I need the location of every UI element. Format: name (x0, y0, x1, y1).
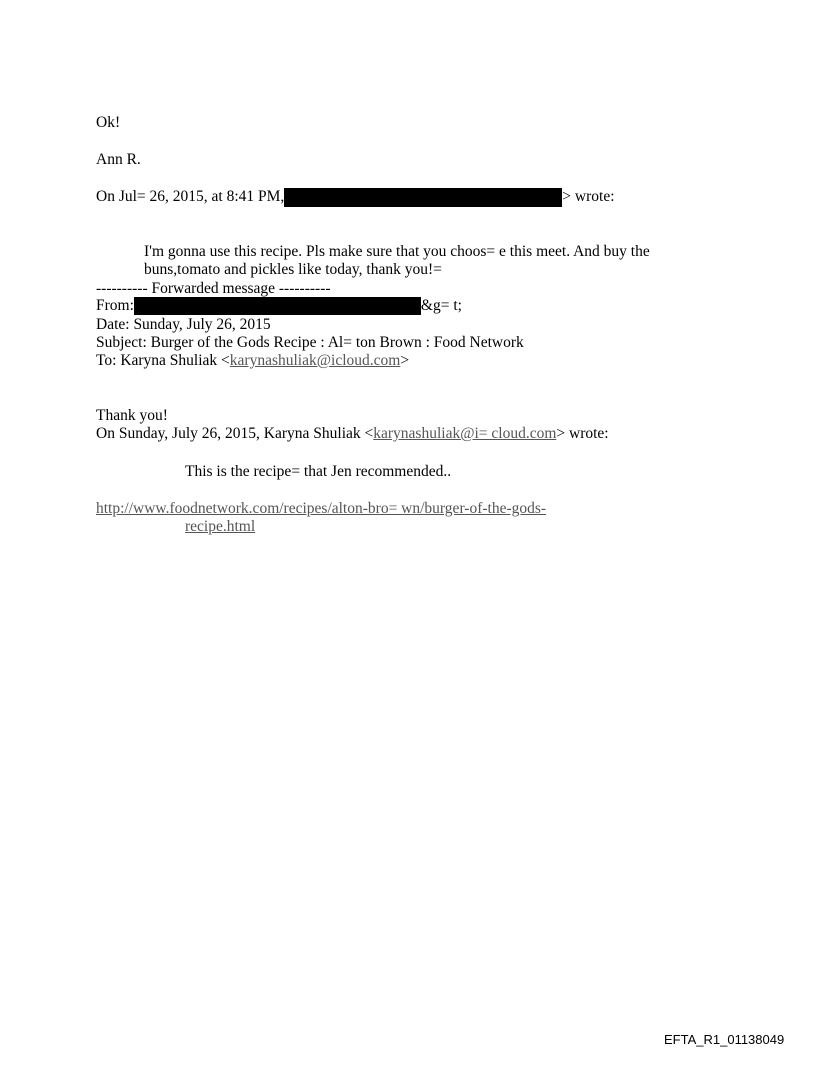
recipe-link-line-1[interactable]: http://www.foodnetwork.com/recipes/alton-bro= wn/burger-of-the-gods- (96, 500, 547, 517)
to-email-link[interactable]: karynashuliak@icloud.com (229, 352, 401, 369)
thanks-line: Thank you! (96, 407, 168, 424)
quote-body-line-1: I'm gonna use this recipe. Pls make sure that you choos= e this meet. And buy the (144, 243, 650, 260)
original-header (96, 425, 609, 443)
forward-marker: ---------- Forwarded message ---------- (96, 280, 331, 297)
to-line (96, 352, 409, 370)
recipe-link-continuation[interactable] (185, 518, 255, 536)
original-body: This is the recipe= that Jen recommended.. (185, 463, 452, 480)
quote-body-line-2: buns,tomato and pickles like today, thank you!= (144, 261, 442, 278)
recipe-link-line-2[interactable]: recipe.html (185, 518, 256, 535)
redaction-block (284, 188, 562, 207)
from-label: From: (96, 297, 134, 314)
to-suffix: > (400, 352, 410, 369)
date-line: Date: Sunday, July 26, 2015 (96, 316, 271, 333)
from-suffix: &g= t; (420, 297, 462, 314)
recipe-link[interactable] (96, 500, 546, 518)
redaction-block (134, 297, 421, 315)
document-id: EFTA_R1_01138049 (664, 1032, 785, 1047)
original-email-link[interactable]: karynashuliak@i= cloud.com (373, 425, 557, 442)
quote-header-prefix: On Jul= 26, 2015, at 8:41 PM, (96, 188, 285, 206)
original-header-suffix: > wrote: (556, 425, 609, 442)
original-header-prefix: On Sunday, July 26, 2015, Karyna Shuliak < (96, 425, 374, 442)
subject-line: Subject: Burger of the Gods Recipe : Al= ton Brown : Food Network (96, 334, 524, 351)
quote-header (96, 188, 615, 207)
from-line (96, 297, 462, 315)
signature: Ann R. (96, 151, 141, 168)
to-prefix: To: Karyna Shuliak < (96, 352, 230, 369)
reply-text: Ok! (96, 114, 121, 131)
quote-header-suffix: > wrote: (562, 188, 615, 206)
